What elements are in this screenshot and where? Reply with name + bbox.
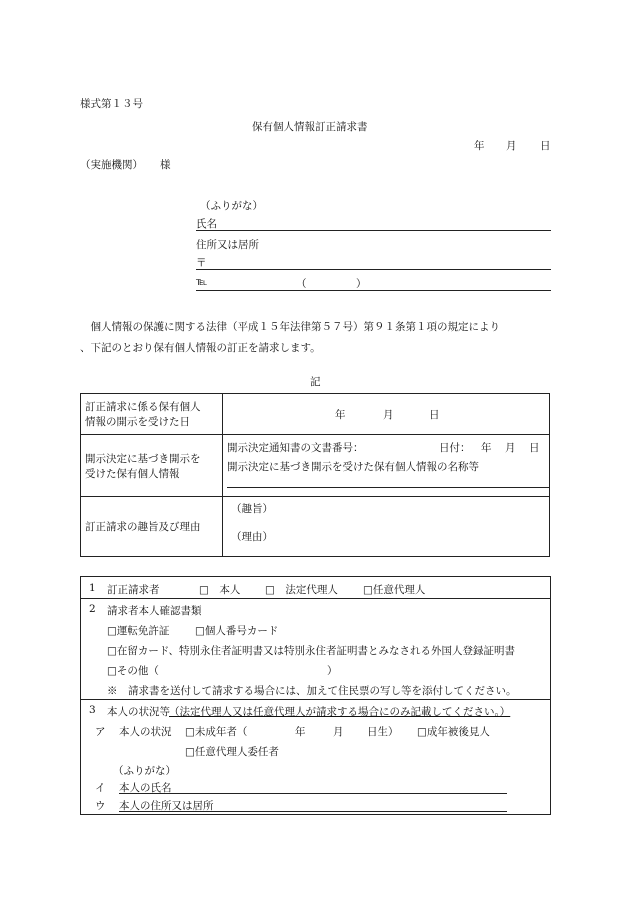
body-text-line-1: 個人情報の保護に関する法律（平成１５年法律第５７号）第９１条第１項の規定により [80,321,500,333]
principal-furigana-label: （ふりがな） [113,765,176,777]
divider [81,598,550,599]
name-label: 氏名 [196,218,217,230]
name-field[interactable] [196,230,551,231]
date-day-label: 日 [540,140,551,152]
principal-name-field[interactable] [119,793,507,794]
date-year-label: 年 [474,140,485,152]
tel-paren-close: ） [356,278,367,290]
row2-label-line1: 開示決定に基づき開示を [85,452,201,465]
tel-field[interactable] [196,290,551,291]
divider [81,699,550,700]
form-number: 様式第１３号 [80,98,143,110]
drivers-license-checkbox[interactable]: □運転免許証 [107,625,170,637]
purpose-label: （趣旨） [231,503,273,515]
s3-note: （法定代理人又は任意代理人が請求する場合にのみ記載してください。） [169,706,511,718]
notice-number-label: 開示決定通知書の文書番号： [227,442,364,454]
a-label: 本人の状況 [119,726,172,738]
other-document-paren-close: ） [327,665,338,677]
tel-paren-open: （ [296,278,307,290]
request-details-table [80,393,550,557]
row1-year: 年 [335,409,346,421]
notice-month: 月 [505,442,516,454]
disclosure-date-field[interactable] [223,394,550,435]
ki-heading: 記 [310,376,321,388]
body-text-line-2: 、下記のとおり保有個人情報の訂正を請求します。 [80,342,321,354]
a-mark: ア [95,726,106,738]
disclosed-info-field[interactable] [223,435,550,497]
tel-label: ℡ [196,276,208,288]
voluntary-principal-checkbox[interactable]: □任意代理人委任者 [185,746,279,758]
item-name-label: 開示決定に基づき開示を受けた保有個人情報の名称等 [227,461,479,473]
addressee-honorific: 様 [160,159,171,171]
row1-label-line1: 訂正請求に係る保有個人 [85,401,201,413]
u-mark: ウ [95,800,106,812]
adult-ward-checkbox[interactable]: □成年被後見人 [417,726,490,738]
minor-birth-day: 日生） [367,726,399,738]
address-label: 住所又は居所 [196,239,259,251]
requester-self-checkbox[interactable]: □ 本人 [199,584,241,596]
row-purpose-reason-label: 訂正請求の趣旨及び理由 [81,497,223,557]
requester-legal-agent-checkbox[interactable]: □ 法定代理人 [265,584,338,596]
reason-label: （理由） [231,531,273,543]
row1-month: 月 [383,409,394,421]
furigana-label: （ふりがな） [200,200,263,212]
principal-name-label: 本人の氏名 [119,782,172,794]
i-mark: イ [95,782,106,794]
s2-number: 2 [89,603,96,615]
row-disclosure-date-label [81,394,223,435]
notice-day: 日 [529,442,540,454]
row-disclosed-info-label [81,435,223,497]
notice-year: 年 [481,442,492,454]
s2-label: 請求者本人確認書類 [107,605,202,617]
minor-birth-month: 月 [333,726,344,738]
principal-address-label: 本人の住所又は居所 [119,800,214,812]
s3-label: 本人の状況等 [107,706,170,718]
notice-date-label: 日付： [439,442,471,454]
addressee-org: （実施機関） [80,159,143,171]
row1-label-line2: 情報の開示を受けた日 [85,416,190,428]
minor-checkbox[interactable]: □未成年者（ [185,726,248,738]
row2-label-line2: 受けた保有個人情報 [85,467,180,480]
item-name-underline [227,487,549,488]
my-number-card-checkbox[interactable]: □個人番号カード [195,625,279,637]
residence-card-checkbox[interactable]: □在留カード、特別永住者証明書又は特別永住者証明書とみなされる外国人登録証明書 [107,645,515,657]
requester-voluntary-agent-checkbox[interactable]: □任意代理人 [363,584,426,596]
minor-birth-year: 年 [295,726,306,738]
s1-number: 1 [89,582,96,594]
other-document-checkbox[interactable]: □その他（ [107,665,159,677]
postal-address-field[interactable] [196,269,551,270]
s3-number: 3 [89,704,96,716]
row1-day: 日 [429,409,440,421]
date-month-label: 月 [506,140,517,152]
requester-info-box [80,576,551,815]
attachment-note: ※ 請求書を送付して請求する場合には、加えて住民票の写し等を添付してください。 [107,685,517,697]
page-title: 保有個人情報訂正請求書 [252,121,368,133]
purpose-reason-field[interactable] [223,497,550,557]
s1-label: 訂正請求者 [107,584,160,596]
postal-mark: 〒 [196,257,207,269]
principal-address-field[interactable] [119,811,507,812]
